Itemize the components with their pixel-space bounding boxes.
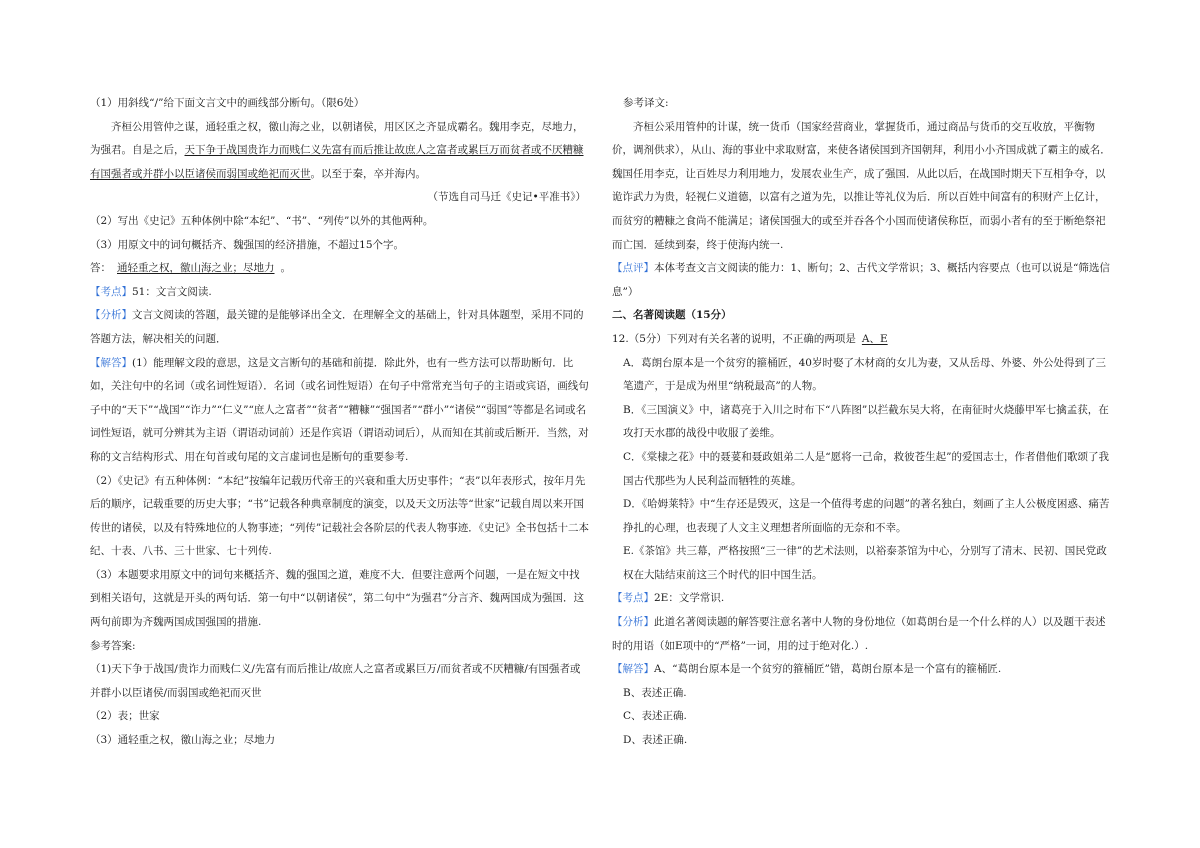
passage-source: （节选自司马迁《史记•平准书》） [427, 191, 586, 204]
kaodian-right [612, 587, 1112, 611]
passage-end: 。以至于秦，卒并海内。 [310, 167, 426, 180]
jieda-3: （3）本题要求用原文中的词句来概括齐、魏的强国之道，难度不大．但要注意两个问题，一是在短文中找到相关语句，这就是开头的两句话．第一句中“以朝诸侯”，第二句中“为强君”分言齐、魏两国成为强国．这两句前即为齐魏两国成国强国的措施. [90, 568, 584, 629]
dianping-text: 本体考查文言文阅读的能力：1、断句；2、古代文学常识；3、概括内容要点（也可以说是“筛选信息”） [612, 262, 1110, 298]
kaodian-text: 51：文言文阅读. [132, 285, 212, 298]
section-2-heading: 二、名著阅读题（15分） [612, 309, 732, 322]
left-column [90, 92, 590, 753]
jieda-1 [90, 352, 590, 470]
reference-3: （3）通轻重之权，徼山海之业；尽地力 [90, 734, 276, 747]
translation-title: 参考译文: [623, 97, 669, 109]
line-b: B、表述正确. [623, 686, 687, 699]
option-b: B．《三国演义》中，诸葛亮于入川之时布下“八阵图”以拦截东吴大将，在南征时火烧藤甲军七擒孟获，在攻打天水郡的战役中收服了姜维。 [623, 403, 1109, 440]
jieda-1-text: (1）能理解文段的意思，这是文言断句的基础和前提．除此外，也有一些方法可以帮助断句．比如，关注句中的名词（或名词性短语）．名词（或名词性短语）在句子中常常充当句子的主语或宾语，画线句子中的“天下”“战国”“诈力”“仁义”“庶人之富者”“贫者”“糟糠”“强国者”“群小”“诸侯”“弱国”等都是名词或名词性短语，就可分辨其为主语（谓语动词前）还是作宾语（谓语动词后），从而知在其前或后断开．当然，对称的文言结构形式、用在句首或句尾的文言虚词也是断句的重要参考. [90, 356, 589, 463]
kaodian-tag: 【考点】 [90, 285, 132, 298]
jieda-right-tag: 【解答】 [612, 663, 654, 676]
fenxi-right [612, 611, 1112, 658]
option-d: D．《哈姆莱特》中“生存还是毁灭，这是一个值得考虑的问题”的著名独白，刻画了主人公极度困惑、痛苦挣扎的心理，也表现了人文主义理想者所面临的无奈和不幸。 [623, 498, 1110, 534]
reference-1: （1)天下争于战国/贵诈力而贱仁义/先富有而后推让/故庶人之富者或累巨万/而贫者或不厌糟糠/有国强者或并群小以臣诸侯/而弱国或绝祀而灭世 [90, 663, 581, 699]
dianping [612, 257, 1112, 304]
question-3: （3）用原文中的词句概括齐、魏强国的经济措施，不超过15个字。 [90, 238, 405, 251]
question-12 [612, 328, 1112, 352]
jieda-right-text: A、“葛朗台原本是一个贫穷的箍桶匠”错，葛朗台原本是一个富有的箍桶匠. [654, 663, 1002, 676]
question-2: （2）写出《史记》五种体例中除“本纪”、“书”、“列传”以外的其他两种。 [90, 214, 434, 227]
answer-text: 通轻重之权，徼山海之业；尽地力 [117, 262, 275, 275]
kaodian-right-tag: 【考点】 [612, 592, 654, 605]
fenxi-text: 文言文阅读的答题，最关键的是能够译出全文．在理解全文的基础上，针对具体题型，采用不同的答题方法，解决相关的问题． [90, 309, 584, 345]
answer-line [90, 257, 590, 281]
line-d: D、表述正确. [623, 734, 688, 747]
jieda-right [612, 658, 1112, 682]
right-column [612, 92, 1112, 753]
option-c: C．《棠棣之花》中的聂荽和聂政姐弟二人是“愿将一己命，救彼苍生起”的爱国志士，作者借他们歌颂了我国古代那些为人民利益而牺牲的英雄。 [623, 450, 1110, 487]
jieda-2: （2）《史记》有五种体例：“本纪”按编年记载历代帝王的兴衰和重大历史事件；“表”以年表形式，按年月先后的顺序，记载重要的历史大事；“书”记载各种典章制度的演变，以及天文历法等“世家”记载自周以来开国传世的诸侯，以及有特殊地位的人物事迹；“列传”记载社会各阶层的代表人物事迹．《史记》全书包括十二本纪、十表、八书、三十世家、七十列传. [90, 474, 589, 558]
option-a: A．葛朗台原本是一个贫穷的箍桶匠，40岁时娶了木材商的女儿为妻，又从岳母、外婆、外公处得到了三笔遗产，于是成为州里“纳税最高”的人物。 [623, 356, 1106, 393]
question-12-answer: A、E [861, 332, 888, 345]
option-e: E.《茶馆》共三幕，严格按照“三一律”的艺术法则，以裕泰茶馆为中心，分别写了清末、民初、国民党政权在大陆结束前这三个时代的旧中国生活。 [623, 545, 1107, 581]
answer-suffix: 。 [280, 262, 291, 275]
line-c: C、表述正确. [623, 710, 687, 723]
kaodian-right-text: 2E：文学常识. [654, 592, 725, 605]
question-1: （1）用斜线“/”给下面文言文中的画线部分断句。（限6处） [90, 97, 365, 109]
fenxi-right-tag: 【分析】 [612, 616, 654, 629]
question-12-text: 12.（5分）下列对有关名著的说明，不正确的两项是 [612, 332, 856, 345]
passage-underlined: 天下争于战国贵诈力而贱仁义先富有而后推让故庶人之富者或累巨万而贫者或不厌糟糠有国强者或并群小以臣诸侯而弱国或绝祀而灭世 [90, 144, 584, 180]
fenxi-right-text: 此道名著阅读题的解答要注意名著中人物的身份地位（如葛朗台是一个什么样的人）以及题干表述时的用语（如E项中的“严格”一词，用的过于绝对化.）. [612, 616, 1106, 652]
jieda-tag: 【解答】 [90, 356, 132, 369]
translation-text: 齐桓公采用管仲的计谋，统一货币（国家经营商业，掌握货币，通过商品与货币的交互收放，平衡物价，调剂供求），从山、海的事业中求取财富，来使各诸侯国到齐国朝拜，利用小小齐国成就了霸主的威名．魏国任用李克，让百姓尽力利用地力，发展农业生产，成了强国．从此以后，在战国时期天下互相争夺，以诡诈武力为贵，轻视仁义道德，以富有之道为先，以推让等礼仪为后．所以百姓中间富有的积财产上亿计，而贫穷的糟糠之食尚不能满足；诸侯国强大的或至并吞各个小国而使诸侯称臣，而弱小者有的至于断绝祭祀而亡国．延续到秦，终于使海内统一. [612, 120, 1111, 251]
reference-title: 参考答案: [90, 639, 136, 652]
dianping-tag: 【点评】 [612, 262, 654, 275]
reference-2: （2）表；世家 [90, 710, 160, 723]
fenxi-tag: 【分析】 [90, 309, 132, 322]
passage-start: 齐桓公用管仲之谋，通轻重之权，徼山海之业，以朝诸侯，用区区之齐显成霸名。魏用李克，尽地力，为强君。自是之后， [90, 120, 584, 157]
answer-prefix: 答： [90, 262, 111, 275]
kaodian [90, 281, 590, 305]
fenxi [90, 304, 590, 351]
passage [90, 116, 590, 187]
